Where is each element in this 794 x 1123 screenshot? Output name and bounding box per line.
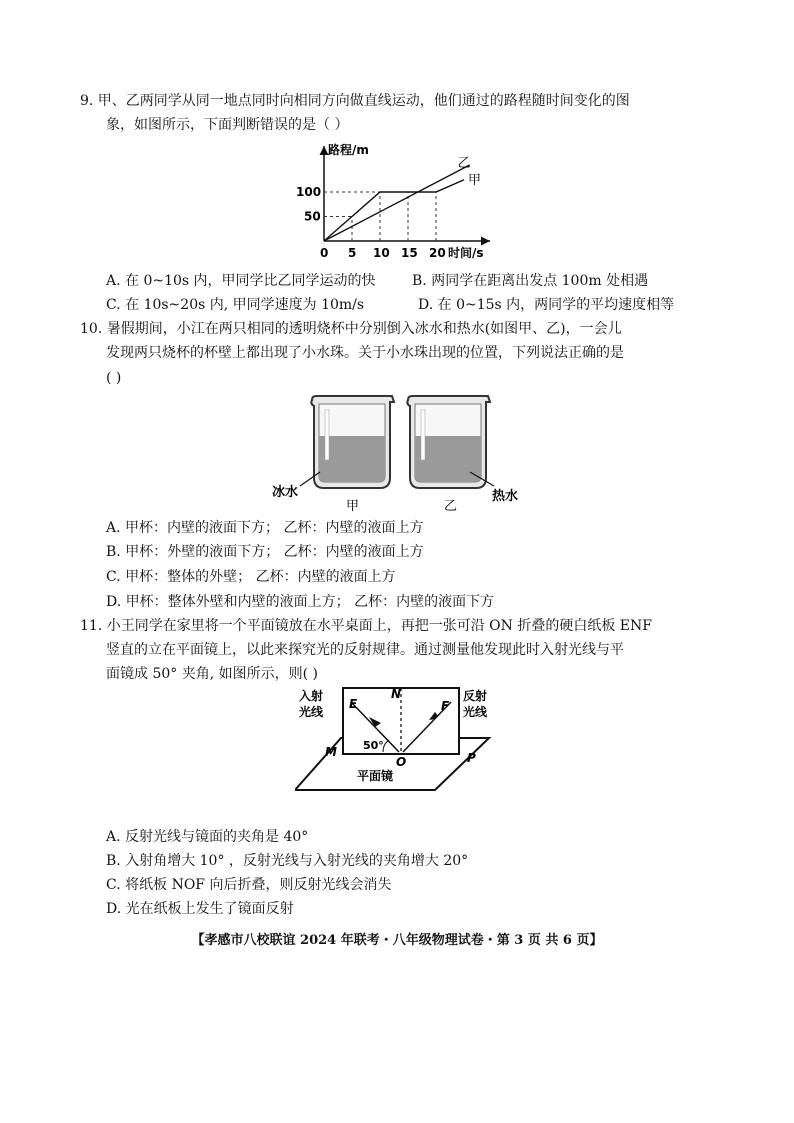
q11-option-a: A. 反射光线与镜面的夹角是 40° (106, 829, 309, 845)
q10-option-c: C. 甲杯：整体的外壁； 乙杯：内壁的液面上方 (106, 569, 396, 585)
q11-option-b: B. 入射角增大 10° ，反射光线与入射光线的夹角增大 20° (106, 853, 469, 869)
reflected-label-2: 光线 (463, 705, 488, 719)
q9-option-b: B. 两同学在距离出发点 100m 处相遇 (412, 273, 649, 289)
q10-option-d: D. 甲杯：整体外壁和内壁的液面上方； 乙杯：内壁的液面下方 (106, 594, 495, 610)
x-axis-label: 时间/s (448, 246, 484, 260)
q9-stem-line2: 象，如图所示，下面判断错误的是（ ） (106, 117, 349, 133)
series-line-0 (324, 180, 464, 241)
x-tick-label-15: 15 (401, 246, 418, 260)
q11-reflection-figure (295, 686, 505, 796)
q11-stem-line3: 面镜成 50° 夹角, 如图所示，则( ) (106, 666, 318, 682)
origin-label: 0 (320, 246, 329, 260)
angle-label: 50° (363, 739, 384, 752)
reflected-label-1: 反射 (463, 689, 488, 703)
y-tick-label-100: 100 (296, 185, 322, 199)
q11-option-d: D. 光在纸板上发生了镜面反射 (106, 901, 294, 917)
q9-stem-line1: 9. 甲、乙两同学从同一地点同时向相同方向做直线运动，他们通过的路程随时间变化的图 (80, 93, 630, 109)
point-m: M (325, 745, 337, 759)
beaker-caption-jia: 甲 (346, 499, 360, 514)
q10-option-b: B. 甲杯：外壁的液面下方； 乙杯：内壁的液面上方 (106, 544, 424, 560)
q10-stem-line2: 发现两只烧杯的杯壁上都出现了小水珠。关于小水珠出现的位置，下列说法正确的是 (106, 345, 624, 361)
incident-label-1: 入射 (299, 689, 324, 703)
point-f: F (441, 699, 450, 713)
series-label-0: 甲 (468, 172, 482, 188)
q11-stem-line1: 11. 小王同学在家里将一个平面镜放在水平桌面上，再把一张可沿 ON 折叠的硬白纸板 ENF (80, 618, 652, 634)
y-tick-label-50: 50 (304, 209, 321, 224)
point-p: P (467, 751, 476, 765)
page-footer: 【孝感市八校联谊 2024 年联考・八年级物理试卷・第 3 页 共 6 页】 (191, 933, 603, 948)
q9-option-d: D. 在 0~15s 内，两同学的平均速度相等 (418, 297, 675, 313)
mirror-label: 平面镜 (357, 769, 394, 783)
ice-water-beaker (311, 396, 394, 488)
q10-stem-line3: ( ) (106, 370, 122, 386)
y-axis-label: 路程/m (328, 143, 369, 157)
q10-stem-line1: 10. 暑假期间，小江在两只相同的透明烧杯中分别倒入冰水和热水(如图甲、乙)，一会儿 (80, 321, 622, 337)
ice-water-label: 冰水 (272, 485, 299, 500)
hot-water-label: 热水 (492, 489, 519, 504)
incident-label-2: 光线 (299, 705, 324, 719)
point-n: N (391, 687, 402, 701)
hot-water-beaker (407, 396, 490, 488)
point-e: E (349, 697, 358, 711)
q11-option-c: C. 将纸板 NOF 向后折叠，则反射光线会消失 (106, 877, 392, 893)
x-tick-label-5: 5 (348, 246, 357, 260)
x-tick-label-10: 10 (373, 246, 390, 260)
q10-beakers-figure (262, 392, 562, 516)
q11-stem-line2: 竖直的立在平面镜上，以此来探究光的反射规律。通过测量他发现此时入射光线与平 (106, 642, 624, 658)
point-o: O (396, 755, 407, 769)
series-label-1: 乙 (457, 156, 471, 172)
x-tick-label-20: 20 (429, 246, 446, 260)
q9-option-c: C. 在 10s~20s 内, 甲同学速度为 10m/s (106, 297, 365, 313)
series-line-1 (324, 165, 470, 241)
q9-option-a: A. 在 0~10s 内，甲同学比乙同学运动的快 (106, 273, 376, 289)
q10-option-a: A. 甲杯：内壁的液面下方； 乙杯：内壁的液面上方 (106, 520, 424, 536)
q9-distance-time-chart (290, 138, 510, 268)
beaker-caption-yi: 乙 (444, 499, 458, 514)
